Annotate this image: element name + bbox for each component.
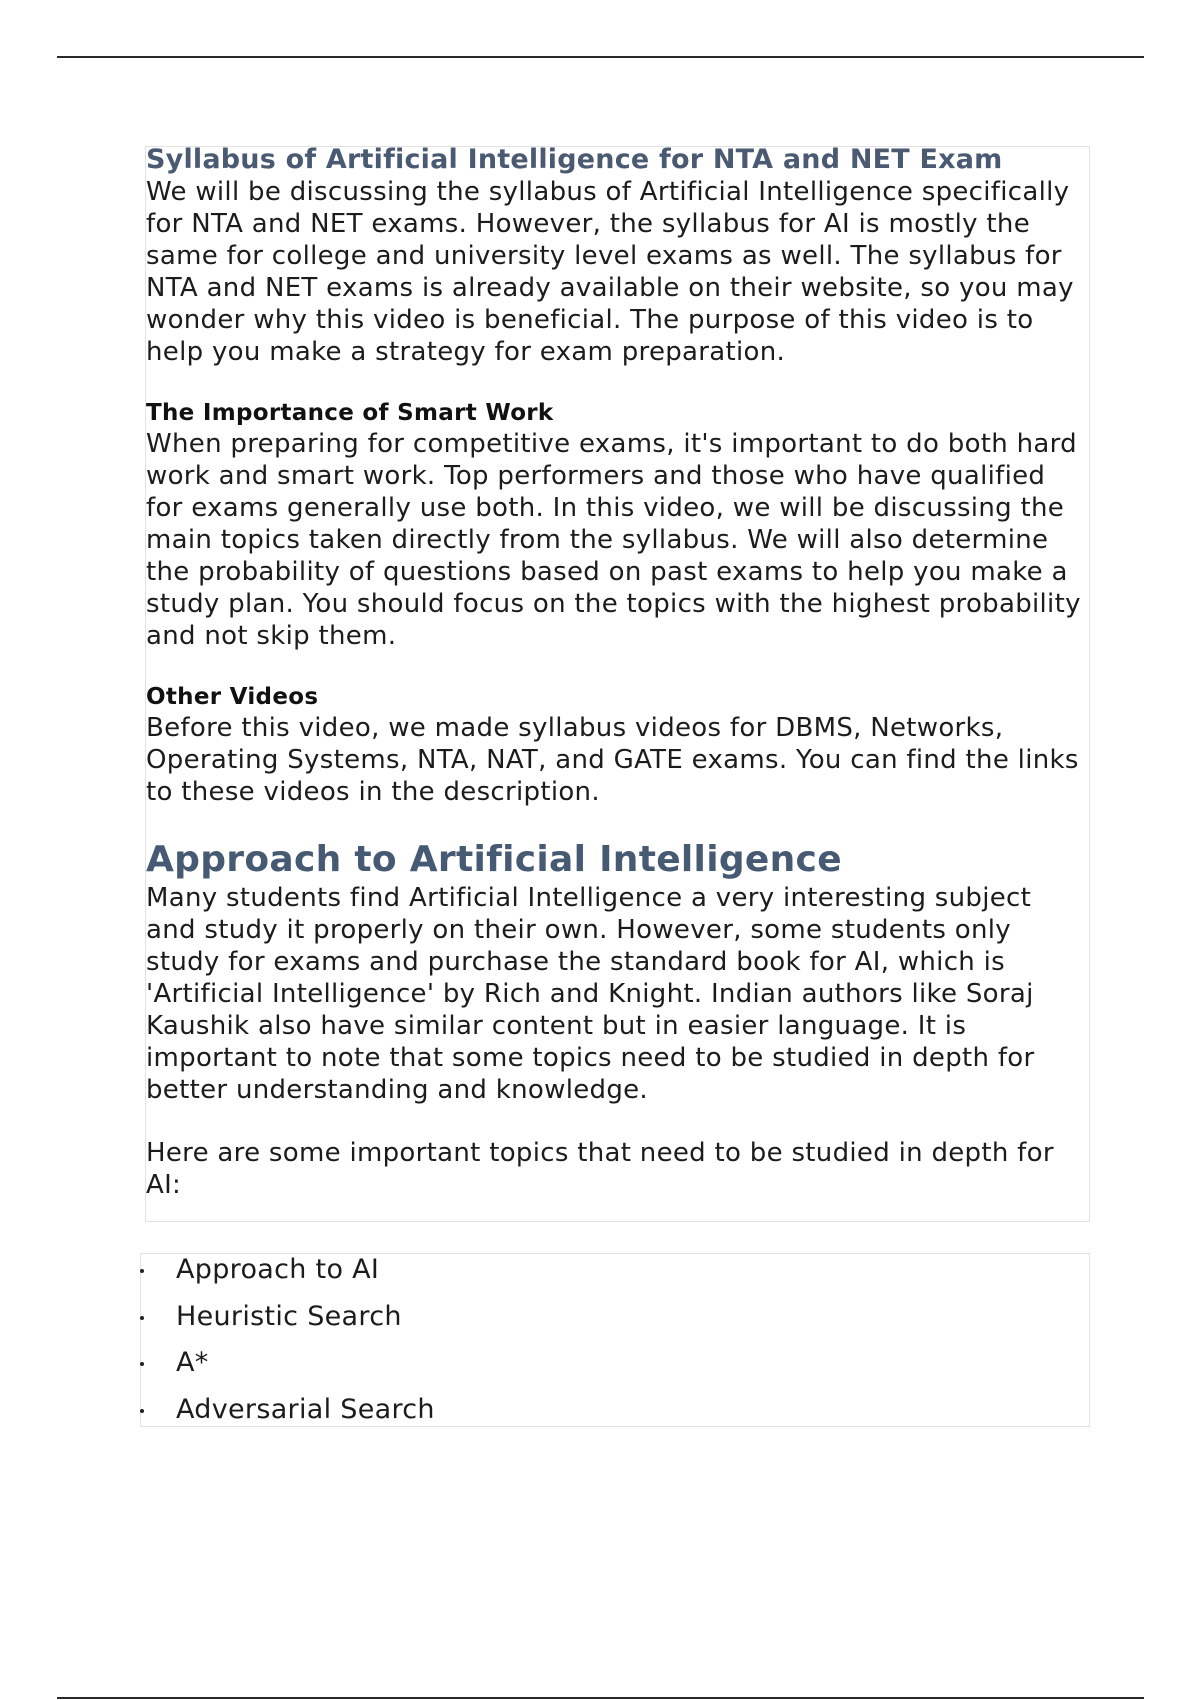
bottom-rule [57, 1697, 1144, 1699]
section-heading-other-videos: Other Videos [146, 684, 319, 710]
topic-label: A* [176, 1347, 209, 1378]
top-rule [57, 56, 1144, 58]
bullet-icon [140, 1409, 144, 1413]
bullet-icon [140, 1269, 144, 1273]
list-item [140, 1250, 435, 1297]
document-title: Syllabus of Artificial Intelligence for NTA and NET Exam [146, 144, 1003, 175]
section-paragraph-smart-work: When preparing for competitive exams, it's important to do both hard work and smart work. Top performers and those who have qualified for exams generally use both. In this video, we will be discussing the main topics taken directly from the syllabus. We will also determine the probability of questions based on past exams to help you make a study plan. You should focus on the topics with the highest probability and not skip them. [146, 429, 1081, 651]
approach-heading: Approach to Artificial Intelligence [146, 839, 842, 880]
section-paragraph-other-videos: Before this video, we made syllabus videos for DBMS, Networks, Operating Systems, NTA, NAT, and GATE exams. You can find the links to these videos in the description. [146, 713, 1079, 807]
intro-paragraph: We will be discussing the syllabus of Artificial Intelligence specifically for NTA and NET exams. However, the syllabus for AI is mostly the same for college and university level exams as well. The syllabus for NTA and NET exams is already available on their website, so you may wonder why this video is beneficial. The purpose of this video is to help you make a strategy for exam preparation. [146, 177, 1074, 367]
section-heading-smart-work: The Importance of Smart Work [146, 400, 554, 426]
approach-paragraph: Many students find Artificial Intelligence a very interesting subject and study it properly on their own. However, some students only study for exams and purchase the standard book for AI, which is 'Artificial Intelligence' by Rich and Knight. Indian authors like Soraj Kaushik also have similar content but in easier language. It is important to note that some topics need to be studied in depth for better understanding and knowledge. [146, 883, 1035, 1105]
bullet-icon [140, 1316, 144, 1320]
list-item [140, 1390, 435, 1437]
topic-label: Heuristic Search [176, 1300, 402, 1332]
list-item [140, 1343, 435, 1390]
topics-lead-in: Here are some important topics that need to be studied in depth for AI: [146, 1138, 1054, 1200]
bullet-icon [140, 1362, 144, 1366]
topic-label: Adversarial Search [176, 1393, 435, 1425]
topic-label: Approach to AI [176, 1254, 380, 1285]
main-text-column [146, 143, 1086, 1201]
list-item [140, 1297, 435, 1344]
topics-list [140, 1250, 435, 1436]
